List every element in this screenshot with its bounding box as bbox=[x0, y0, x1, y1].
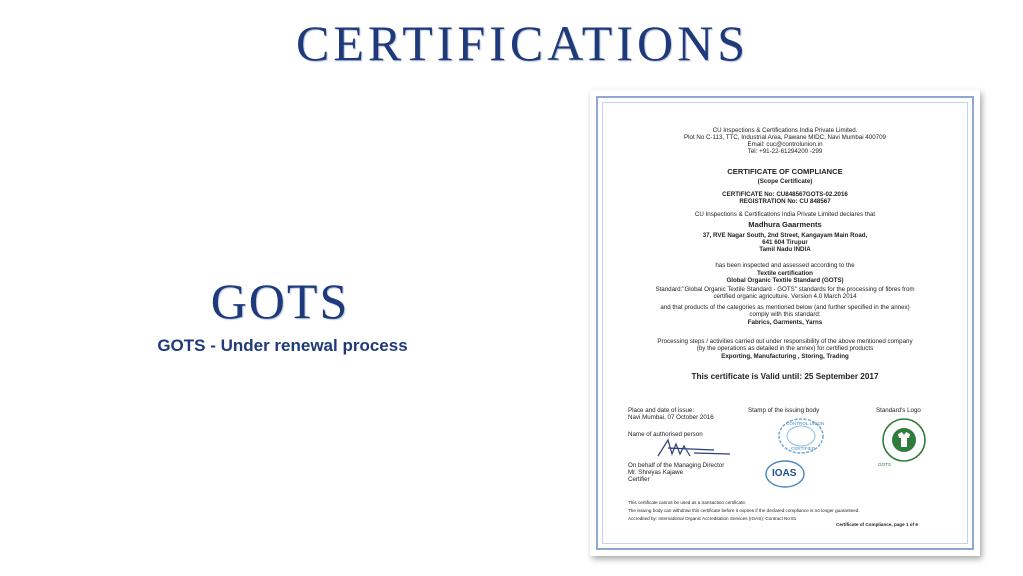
validity-text: This certificate is Valid until: 25 September 2017 bbox=[691, 372, 879, 381]
footnote-2: The issuing body can withdraw this certificate before it expires if the declared compliance is no longer guaranteed. bbox=[628, 508, 860, 513]
logo-label: Standard's Logo bbox=[876, 407, 921, 414]
gots-seal-icon bbox=[881, 417, 927, 463]
signer-name: Mr. Shreyas Kajawe bbox=[628, 469, 684, 476]
behalf-text: On behalf of the Managing Director bbox=[628, 462, 725, 469]
assessed-text: has been inspected and assessed according to the bbox=[715, 262, 855, 269]
section-subtitle: GOTS - Under renewal process bbox=[157, 336, 408, 355]
company-address-line-2: 641 604 Tirupur bbox=[762, 239, 808, 246]
ioas-label: IOAS bbox=[772, 468, 797, 479]
company-name: Madhura Gaarments bbox=[748, 220, 822, 229]
place-label: Place and date of issue: bbox=[628, 407, 695, 414]
company-address-line-1: 37, RVE Nagar South, 2nd Street, Kangayam Main Road, bbox=[702, 232, 868, 239]
textile-certification: Textile certification bbox=[757, 270, 813, 277]
stamp-text-bottom: CERTIFIED bbox=[791, 446, 816, 451]
company-address-line-3: Tamil Nadu INDIA bbox=[759, 246, 811, 253]
processing-activities: Exporting, Manufacturing , Storing, Trading bbox=[721, 353, 849, 360]
standard-line-1: Standard:"Global Organic Textile Standard - GOTS" standards for the processing of fibres from bbox=[655, 286, 915, 293]
products-line-2: comply with this standard: bbox=[749, 311, 821, 318]
stamp-text-top: CONTROL UNION bbox=[786, 421, 825, 426]
footnote-3: Accredited by: International Organic Accreditation Services (IOAS); Contract No 81 bbox=[628, 516, 797, 521]
issuer-tel: Tel: +91-22-61294200 -299 bbox=[747, 148, 823, 155]
processing-line-1: Processing steps / activities carried out under responsibility of the above mentioned company bbox=[657, 338, 913, 345]
standard-name: Global Organic Textile Standard (GOTS) bbox=[726, 277, 844, 284]
certificate-heading: CERTIFICATE OF COMPLIANCE bbox=[727, 167, 843, 176]
declaration-text: CU Inspections & Certifications India Private Limited declares that bbox=[694, 211, 876, 218]
signature-image bbox=[654, 434, 734, 462]
products-line-1: and that products of the categories as mentioned below (and further specified in the annex) bbox=[660, 304, 910, 311]
processing-line-2: (by the operations as detailed in the annex) for certified products bbox=[696, 345, 874, 352]
registration-number: REGISTRATION No: CU 848567 bbox=[739, 198, 831, 205]
certificate-image bbox=[590, 90, 980, 556]
gots-seal-bottom: GOTS bbox=[878, 462, 892, 467]
standard-line-2: certified organic agriculture. Version 4.0 March 2014 bbox=[713, 293, 857, 300]
footnote-1: This certificate cannot be used as a transaction certificate. bbox=[628, 500, 747, 505]
certificate-scope: (Scope Certificate) bbox=[757, 178, 813, 185]
issuer-name: CU Inspections & Certifications India Private Limited. bbox=[712, 127, 858, 134]
authorised-label: Name of authorised person bbox=[628, 431, 703, 438]
signer-role: Certifier bbox=[628, 476, 650, 483]
section-title: GOTS bbox=[210, 273, 350, 329]
certificate-number: CERTIFICATE No: CU848567GOTS-02.2016 bbox=[722, 191, 848, 198]
stamp-label: Stamp of the issuing body bbox=[748, 407, 820, 414]
issuer-email: Email: cuc@controlunion.in bbox=[747, 141, 823, 148]
products-list: Fabrics, Garments, Yarns bbox=[747, 319, 823, 326]
page-title: CERTIFICATIONS bbox=[295, 15, 750, 71]
issuer-address: Plot No C-113, TTC, Industrial Area, Pawane MIDC, Navi Mumbai 400709 bbox=[684, 134, 886, 141]
page-note: Certificate of Compliance, page 1 of 6 bbox=[836, 522, 918, 527]
place-value: Navi Mumbai, 07 October 2016 bbox=[628, 414, 714, 421]
